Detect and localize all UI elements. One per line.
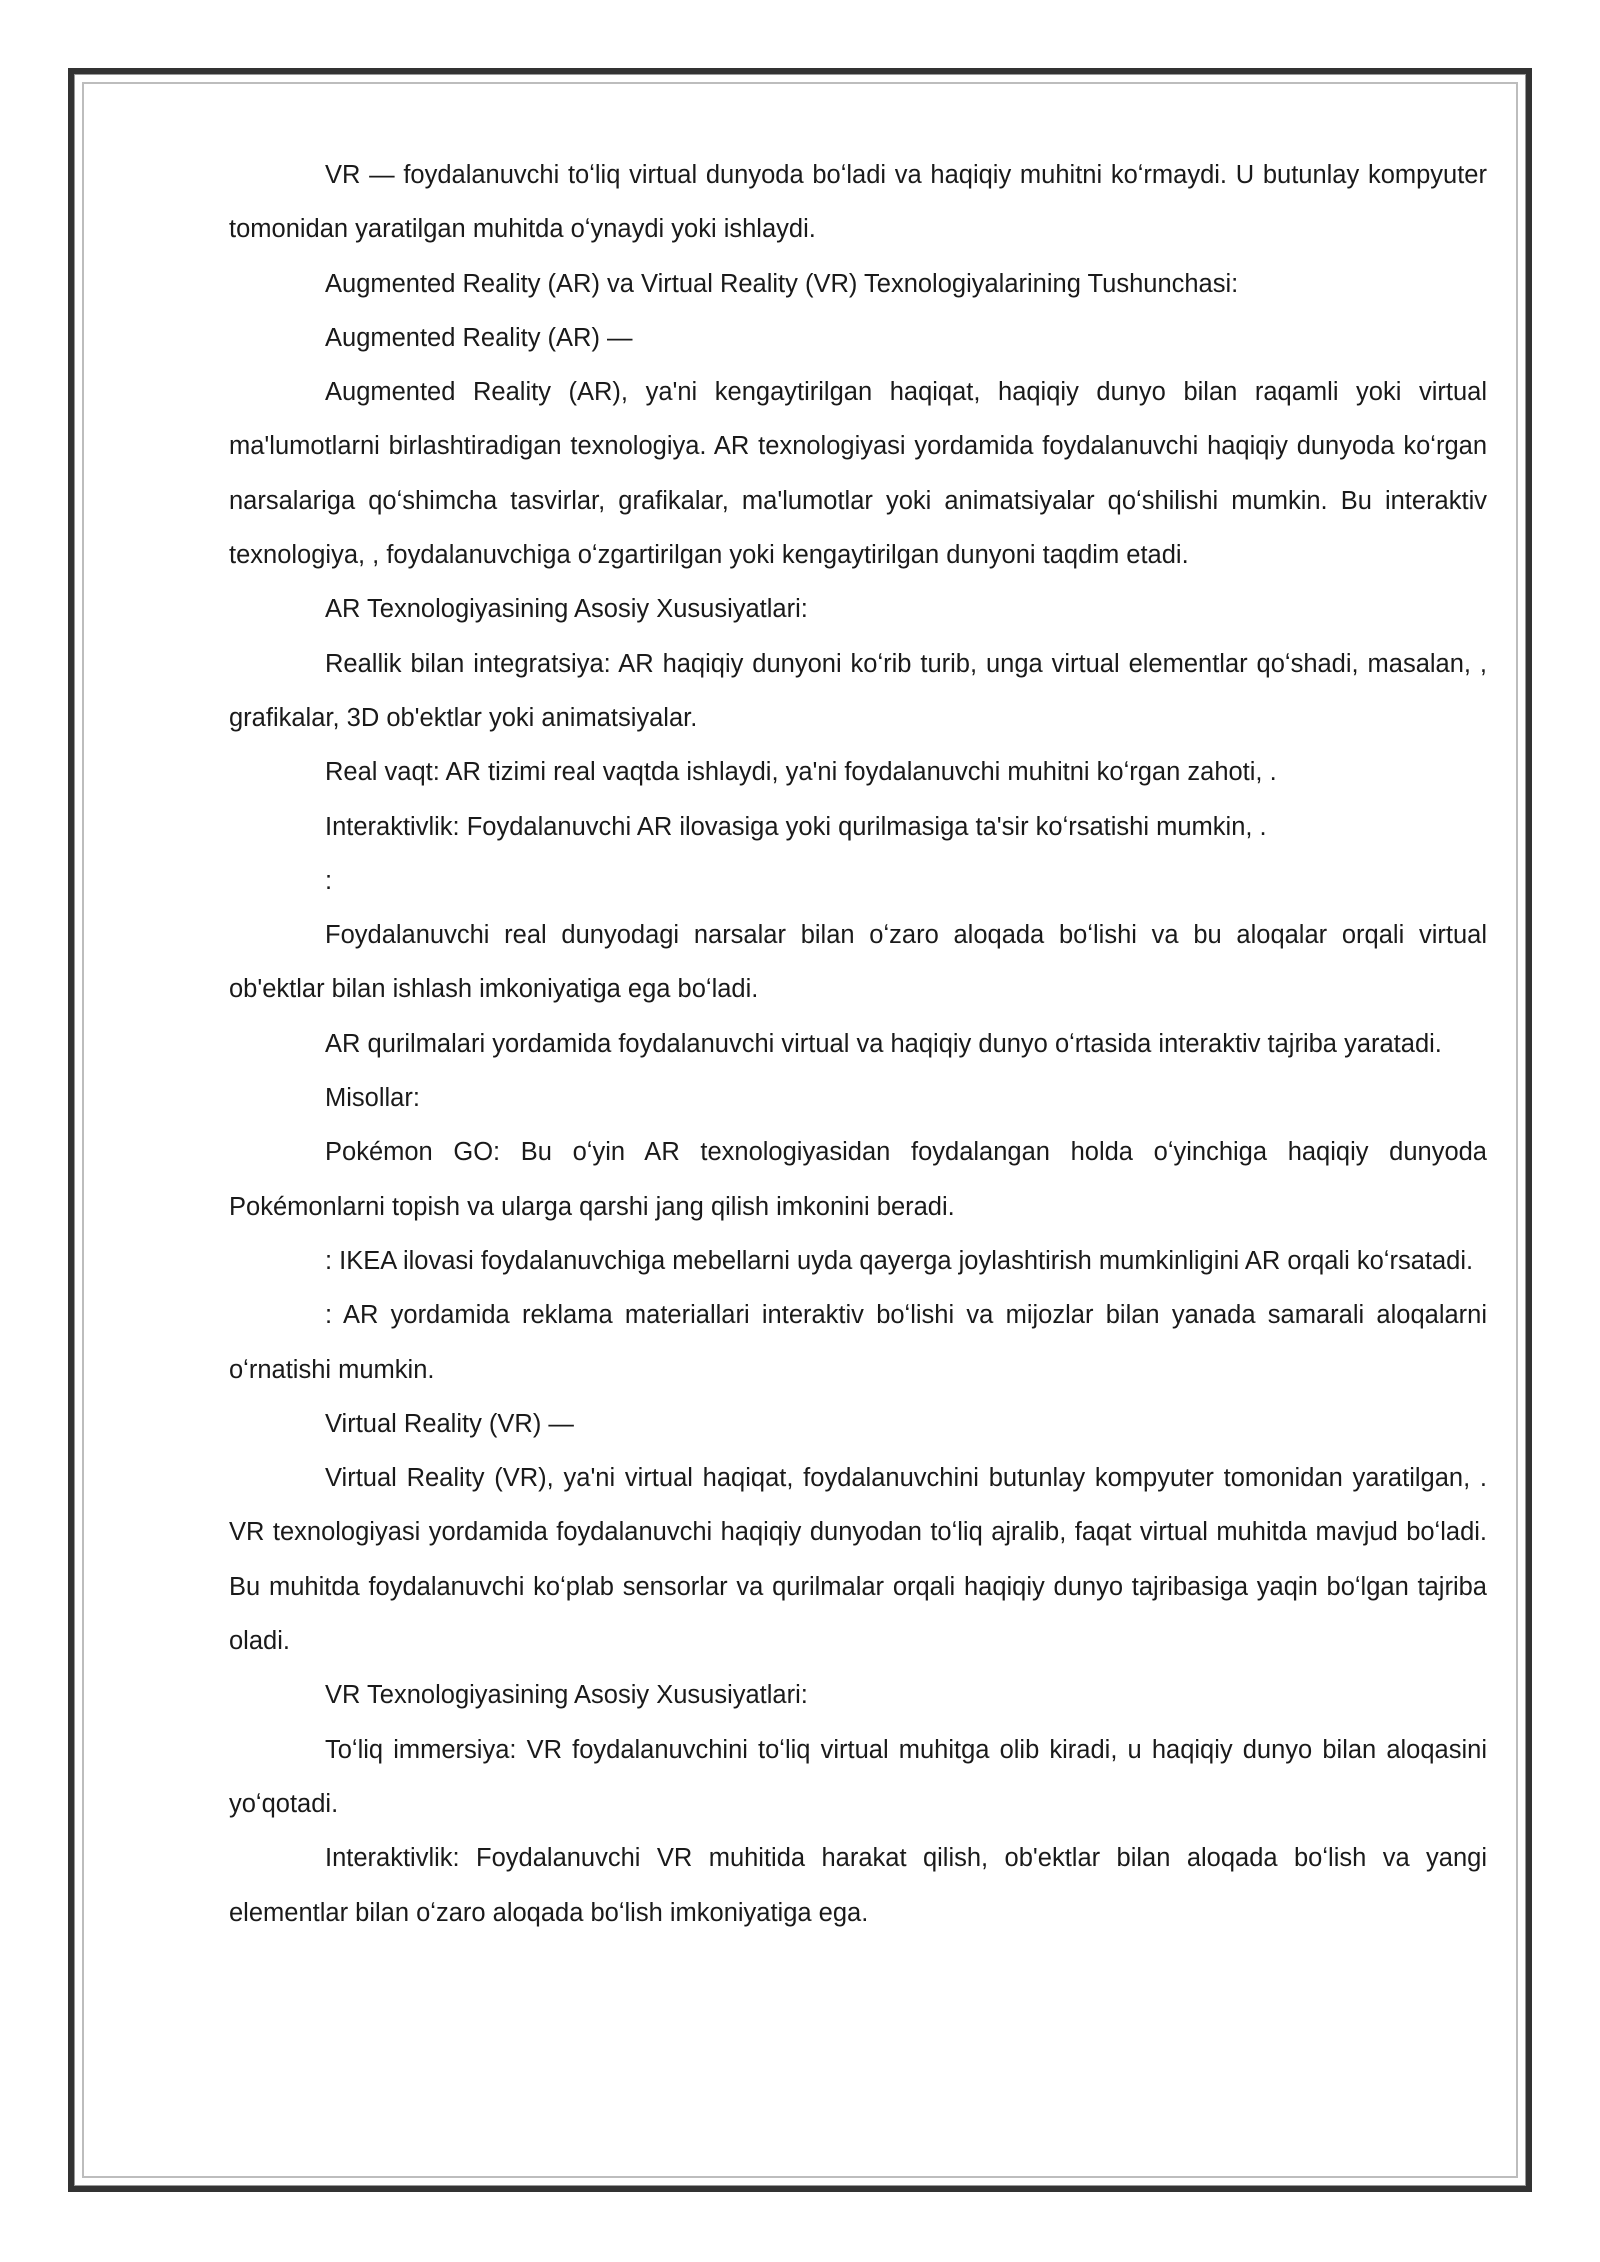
heading-vr-features: VR Texnologiyasining Asosiy Xususiyatlari:: [325, 1681, 808, 1710]
paragraph-colon: :: [325, 866, 333, 895]
paragraph-ar-devices: AR qurilmalari yordamida foydalanuvchi virtual va haqiqiy dunyo oʻrtasida interaktiv tajriba yaratadi.: [325, 1029, 1442, 1058]
paragraph-vr-intro: VR — foydalanuvchi toʻliq virtual dunyoda boʻladi va haqiqiy muhitni koʻrmaydi. U butunlay kompyuter tomonidan yaratilgan muhitda oʻynaydi yoki ishlaydi.: [229, 161, 1487, 244]
paragraph-example-ikea: : IKEA ilovasi foydalanuvchiga mebellarni uyda qayerga joylashtirish mumkinligini AR orqali koʻrsatadi.: [325, 1246, 1474, 1275]
paragraph-vr-interactivity: Interaktivlik: Foydalanuvchi VR muhitida harakat qilish, ob'ektlar bilan aloqada boʻlish va yangi elementlar bilan oʻzaro aloqada boʻlish imkoniyatiga ega.: [229, 1844, 1487, 1927]
document-body: [229, 148, 1487, 1940]
paragraph-vr-immersion: Toʻliq immersiya: VR foydalanuvchini toʻliq virtual muhitga olib kiradi, u haqiqiy dunyo bilan aloqasini yoʻqotadi.: [229, 1735, 1487, 1818]
paragraph-example-pokemon: Pokémon GO: Bu oʻyin AR texnologiyasidan foydalangan holda oʻyinchiga haqiqiy dunyoda Pokémonlarni topish va ularga qarshi jang qilish imkonini beradi.: [229, 1138, 1487, 1221]
paragraph-ar-realtime: Real vaqt: AR tizimi real vaqtda ishlaydi, ya'ni foydalanuvchi muhitni koʻrgan zahoti, .: [325, 758, 1277, 787]
heading-ar-vr-concept: Augmented Reality (AR) va Virtual Reality (VR) Texnologiyalarining Tushunchasi:: [325, 269, 1239, 298]
heading-ar-features: AR Texnologiyasining Asosiy Xususiyatlari:: [325, 595, 808, 624]
paragraph-ar-definition: Augmented Reality (AR), ya'ni kengaytirilgan haqiqat, haqiqiy dunyo bilan raqamli yoki virtual ma'lumotlarni birlashtiradigan texnologiya. AR texnologiyasi yordamida foydalanuvchi haqiqiy dunyoda koʻrgan narsalariga qoʻshimcha tasvirlar, grafikalar, ma'lumotlar yoki animatsiyalar qoʻshilishi mumkin. Bu interaktiv texnologiya, , foydalanuvchiga oʻzgartirilgan yoki kengaytirilgan dunyoni taqdim etadi.: [229, 378, 1487, 570]
heading-vr: Virtual Reality (VR) —: [325, 1409, 574, 1438]
heading-ar: Augmented Reality (AR) —: [325, 323, 633, 352]
paragraph-example-advertising: : AR yordamida reklama materiallari interaktiv boʻlishi va mijozlar bilan yanada samarali aloqalarni oʻrnatishi mumkin.: [229, 1301, 1487, 1384]
paragraph-vr-definition: Virtual Reality (VR), ya'ni virtual haqiqat, foydalanuvchini butunlay kompyuter tomonidan yaratilgan, . VR texnologiyasi yordamida foydalanuvchi haqiqiy dunyodan toʻliq ajralib, faqat virtual muhitda mavjud boʻladi. Bu muhitda foydalanuvchi koʻplab sensorlar va qurilmalar orqali haqiqiy dunyo tajribasiga yaqin boʻlgan tajriba oladi.: [229, 1464, 1487, 1656]
paragraph-ar-integration: Reallik bilan integratsiya: AR haqiqiy dunyoni koʻrib turib, unga virtual elementlar qoʻshadi, masalan, , grafikalar, 3D ob'ektlar yoki animatsiyalar.: [229, 649, 1487, 732]
paragraph-ar-user-interaction: Foydalanuvchi real dunyodagi narsalar bilan oʻzaro aloqada boʻlishi va bu aloqalar orqali virtual ob'ektlar bilan ishlash imkoniyatiga ega boʻladi.: [229, 921, 1487, 1004]
paragraph-ar-interactivity: Interaktivlik: Foydalanuvchi AR ilovasiga yoki qurilmasiga ta'sir koʻrsatishi mumkin, .: [325, 812, 1267, 841]
heading-examples: Misollar:: [325, 1084, 420, 1113]
